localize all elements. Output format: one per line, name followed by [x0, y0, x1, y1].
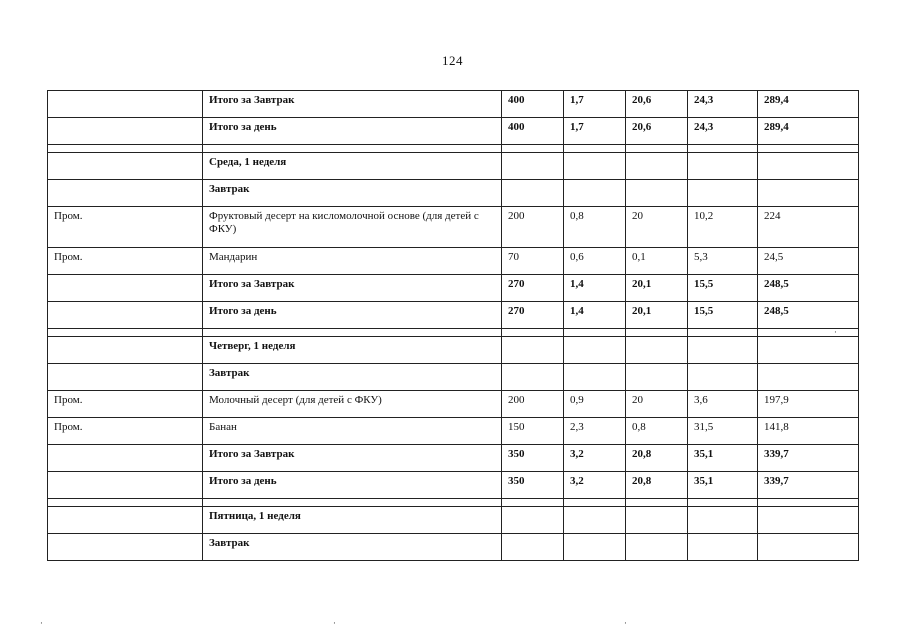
dish-name-cell: Итого за Завтрак — [203, 91, 502, 118]
carbs-cell — [688, 507, 758, 534]
fat-cell — [626, 145, 688, 153]
dish-name-cell — [203, 329, 502, 337]
protein-cell — [564, 337, 626, 364]
energy-cell: 24,5 — [758, 248, 859, 275]
scan-speck: · — [624, 619, 627, 629]
table-spacer-row — [48, 499, 859, 507]
protein-cell: 0,8 — [564, 207, 626, 248]
portion-cell: 400 — [502, 91, 564, 118]
protein-cell — [564, 507, 626, 534]
table-row — [48, 445, 859, 472]
table-row — [48, 180, 859, 207]
protein-cell — [564, 153, 626, 180]
page-number: 124 — [442, 53, 463, 68]
protein-cell: 1,7 — [564, 118, 626, 145]
fat-cell: 20,1 — [626, 302, 688, 329]
fat-cell — [626, 153, 688, 180]
energy-cell — [758, 145, 859, 153]
portion-cell — [502, 153, 564, 180]
carbs-cell: 35,1 — [688, 445, 758, 472]
carbs-cell — [688, 180, 758, 207]
portion-cell: 400 — [502, 118, 564, 145]
portion-cell: 270 — [502, 275, 564, 302]
code-cell: Пром. — [48, 207, 203, 248]
protein-cell: 3,2 — [564, 445, 626, 472]
table-row — [48, 364, 859, 391]
code-cell: Пром. — [48, 248, 203, 275]
fat-cell: 20 — [626, 391, 688, 418]
protein-cell: 1,4 — [564, 302, 626, 329]
table-row — [48, 418, 859, 445]
fat-cell — [626, 180, 688, 207]
code-cell: Пром. — [48, 418, 203, 445]
carbs-cell: 15,5 — [688, 275, 758, 302]
carbs-cell: 10,2 — [688, 207, 758, 248]
code-cell — [48, 472, 203, 499]
fat-cell: 20,6 — [626, 118, 688, 145]
table-row — [48, 248, 859, 275]
code-cell: Пром. — [48, 391, 203, 418]
fat-cell: 0,1 — [626, 248, 688, 275]
fat-cell — [626, 329, 688, 337]
carbs-cell: 35,1 — [688, 472, 758, 499]
table-spacer-row — [48, 145, 859, 153]
energy-cell: 248,5 — [758, 275, 859, 302]
energy-cell — [758, 364, 859, 391]
protein-cell: 1,7 — [564, 91, 626, 118]
fat-cell: 20 — [626, 207, 688, 248]
dish-name-cell — [203, 499, 502, 507]
fat-cell: 20,6 — [626, 91, 688, 118]
portion-cell: 70 — [502, 248, 564, 275]
carbs-cell — [688, 153, 758, 180]
dish-name-cell: Мандарин — [203, 248, 502, 275]
code-cell — [48, 118, 203, 145]
table-row — [48, 207, 859, 248]
dish-name-cell: Четверг, 1 неделя — [203, 337, 502, 364]
scan-speck: · — [333, 619, 336, 629]
portion-cell — [502, 507, 564, 534]
protein-cell — [564, 534, 626, 561]
carbs-cell — [688, 329, 758, 337]
table-row — [48, 302, 859, 329]
table-spacer-row — [48, 329, 859, 337]
energy-cell: 339,7 — [758, 472, 859, 499]
portion-cell — [502, 180, 564, 207]
code-cell — [48, 445, 203, 472]
energy-cell — [758, 337, 859, 364]
carbs-cell — [688, 364, 758, 391]
fat-cell — [626, 534, 688, 561]
carbs-cell: 15,5 — [688, 302, 758, 329]
energy-cell: 141,8 — [758, 418, 859, 445]
table-row — [48, 153, 859, 180]
fat-cell: 20,1 — [626, 275, 688, 302]
carbs-cell: 31,5 — [688, 418, 758, 445]
dish-name-cell: Итого за день — [203, 118, 502, 145]
portion-cell: 150 — [502, 418, 564, 445]
energy-cell — [758, 329, 859, 337]
table-row — [48, 118, 859, 145]
portion-cell — [502, 534, 564, 561]
code-cell — [48, 153, 203, 180]
protein-cell — [564, 364, 626, 391]
code-cell — [48, 275, 203, 302]
menu-table — [47, 90, 859, 561]
carbs-cell: 3,6 — [688, 391, 758, 418]
code-cell — [48, 91, 203, 118]
portion-cell — [502, 364, 564, 391]
code-cell — [48, 337, 203, 364]
portion-cell — [502, 337, 564, 364]
dish-name-cell: Итого за день — [203, 472, 502, 499]
dish-name-cell: Итого за Завтрак — [203, 445, 502, 472]
portion-cell — [502, 329, 564, 337]
code-cell — [48, 302, 203, 329]
table-row — [48, 275, 859, 302]
carbs-cell — [688, 337, 758, 364]
fat-cell: 0,8 — [626, 418, 688, 445]
code-cell — [48, 507, 203, 534]
energy-cell: 289,4 — [758, 91, 859, 118]
energy-cell: 224 — [758, 207, 859, 248]
dish-name-cell: Итого за день — [203, 302, 502, 329]
scan-speck: · — [40, 619, 43, 629]
fat-cell — [626, 337, 688, 364]
portion-cell: 350 — [502, 445, 564, 472]
carbs-cell: 24,3 — [688, 118, 758, 145]
code-cell — [48, 499, 203, 507]
carbs-cell: 24,3 — [688, 91, 758, 118]
table-row — [48, 391, 859, 418]
energy-cell — [758, 534, 859, 561]
energy-cell — [758, 499, 859, 507]
table-row — [48, 472, 859, 499]
energy-cell — [758, 180, 859, 207]
code-cell — [48, 329, 203, 337]
table-row — [48, 91, 859, 118]
fat-cell — [626, 364, 688, 391]
code-cell — [48, 364, 203, 391]
dish-name-cell — [203, 145, 502, 153]
energy-cell — [758, 507, 859, 534]
portion-cell: 270 — [502, 302, 564, 329]
fat-cell: 20,8 — [626, 445, 688, 472]
fat-cell: 20,8 — [626, 472, 688, 499]
energy-cell: 339,7 — [758, 445, 859, 472]
protein-cell: 0,6 — [564, 248, 626, 275]
portion-cell: 200 — [502, 207, 564, 248]
code-cell — [48, 145, 203, 153]
energy-cell: 248,5 — [758, 302, 859, 329]
energy-cell: 289,4 — [758, 118, 859, 145]
energy-cell: 197,9 — [758, 391, 859, 418]
dish-name-cell: Банан — [203, 418, 502, 445]
portion-cell: 200 — [502, 391, 564, 418]
portion-cell — [502, 499, 564, 507]
protein-cell — [564, 145, 626, 153]
dish-name-cell: Завтрак — [203, 180, 502, 207]
protein-cell: 1,4 — [564, 275, 626, 302]
table-row — [48, 507, 859, 534]
protein-cell: 2,3 — [564, 418, 626, 445]
dish-name-cell: Фруктовый десерт на кисломолочной основе (для детей с ФКУ) — [203, 207, 502, 248]
dish-name-cell: Пятница, 1 неделя — [203, 507, 502, 534]
scan-speck: · — [834, 328, 837, 338]
carbs-cell — [688, 145, 758, 153]
table-row — [48, 337, 859, 364]
dish-name-cell: Среда, 1 неделя — [203, 153, 502, 180]
protein-cell: 3,2 — [564, 472, 626, 499]
dish-name-cell: Завтрак — [203, 534, 502, 561]
portion-cell: 350 — [502, 472, 564, 499]
code-cell — [48, 534, 203, 561]
dish-name-cell: Итого за Завтрак — [203, 275, 502, 302]
portion-cell — [502, 145, 564, 153]
protein-cell — [564, 329, 626, 337]
menu-table-body — [48, 91, 859, 561]
fat-cell — [626, 507, 688, 534]
carbs-cell: 5,3 — [688, 248, 758, 275]
carbs-cell — [688, 534, 758, 561]
protein-cell — [564, 499, 626, 507]
protein-cell — [564, 180, 626, 207]
fat-cell — [626, 499, 688, 507]
protein-cell: 0,9 — [564, 391, 626, 418]
dish-name-cell: Завтрак — [203, 364, 502, 391]
dish-name-cell: Молочный десерт (для детей с ФКУ) — [203, 391, 502, 418]
table-row — [48, 534, 859, 561]
energy-cell — [758, 153, 859, 180]
code-cell — [48, 180, 203, 207]
carbs-cell — [688, 499, 758, 507]
